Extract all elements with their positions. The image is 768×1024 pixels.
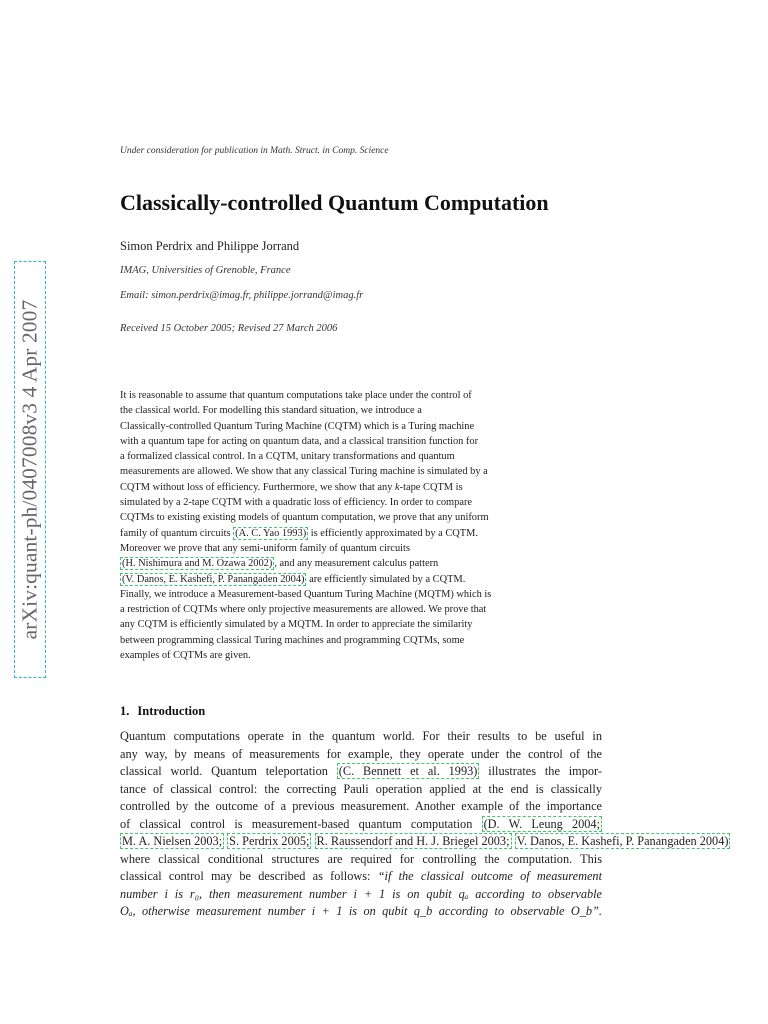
intro-text: of classical control is measurement-based quantum computation [120,816,473,831]
abstract-line: a formalized classical control. In a CQTM, unitary transformations and quantum [120,451,455,463]
abstract-text: family of quantum circuits [120,527,231,539]
section-heading [120,704,205,719]
abstract-line: between programming classical Turing machines and programming CQTMs, some [120,634,465,646]
author-email: Email: simon.perdrix@imag.fr, philippe.jorrand@imag.fr [120,290,364,301]
intro-line [120,816,602,834]
introduction-body [120,728,729,921]
citation-link-danos-2004[interactable]: V. Danos, E. Kashefi, P. Panangaden 2004) [516,834,729,848]
abstract-text: CQTM without loss of efficiency. Furthermore, we show that any [120,481,393,493]
abstract-line: Classically-controlled Quantum Turing Machine (CQTM) which is a Turing machine [120,420,475,432]
abstract-line: measurements are allowed. We show that any classical Turing machine is simulated by a [120,466,488,478]
authors: Simon Perdrix and Philippe Jorrand [120,239,300,253]
affiliation: IMAG, Universities of Grenoble, France [120,265,291,276]
citation-link-raussendorf[interactable]: R. Raussendorf and H. J. Briegel 2003; [316,834,510,848]
abstract-text: are efficiently simulated by a CQTM. [309,573,466,585]
abstract-line: It is reasonable to assume that quantum computations take place under the control of [120,390,472,401]
abstract-line: a restriction of CQTMs where only projective measurements are allowed. We prove that [120,604,487,616]
publication-note: Under consideration for publication in Math. Struct. in Comp. Science [120,146,389,156]
abstract-text: is efficiently approximated by a CQTM. [310,527,478,539]
citation-link-yao[interactable]: (A. C. Yao 1993) [235,527,307,539]
intro-line [120,763,602,781]
abstract-line: with a quantum tape for acting on quantum data, and a classical transition function for [120,435,479,447]
abstract [120,388,580,663]
intro-line: Quantum computations operate in the quantum world. For their results to be useful in [120,729,602,743]
citation-link-nielsen[interactable]: M. A. Nielsen 2003; [122,834,223,848]
received-dates: Received 15 October 2005; Revised 27 March 2006 [120,323,338,334]
section-title: Introduction [137,704,206,718]
abstract-line [120,556,580,571]
abstract-line [120,480,580,495]
citation-link-bennett[interactable]: (C. Bennett et al. 1993) [338,764,478,778]
intro-text: illustrates the impor- [488,764,602,778]
intro-line [120,868,602,886]
intro-quote-line: number i is r₀, then measurement number i + 1 is on qubit qₐ according to observable [120,886,602,901]
intro-quote-line: Oₐ, otherwise measurement number i + 1 is on qubit q_b according to observable O_b”. [120,904,602,918]
abstract-line [120,526,580,541]
citation-link-perdrix[interactable]: S. Perdrix 2005; [229,834,310,848]
abstract-line: Finally, we introduce a Measurement-based Quantum Turing Machine (MQTM) which is [120,588,492,600]
abstract-line: examples of CQTMs are given. [120,650,251,662]
intro-quote: “if the classical outcome of measurement [377,869,602,883]
intro-line [120,833,729,851]
abstract-line: the classical world. For modelling this standard situation, we introduce a [120,405,422,417]
abstract-line: CQTMs to existing existing models of quantum computation, we prove that any uniform [120,512,489,524]
abstract-line [120,572,580,587]
intro-text: classical control may be described as follows: [120,869,371,883]
intro-line: controlled by the outcome of a previous measurement. Another example of the importance [120,799,602,813]
paper-title: Classically-controlled Quantum Computation [120,190,549,215]
citation-link-nishimura[interactable]: (H. Nishimura and M. Ozawa 2002) [122,558,273,570]
citation-link-leung[interactable]: (D. W. Leung 2004; [483,816,600,831]
abstract-line: any CQTM is efficiently simulated by a MQTM. In order to appreciate the similarity [120,619,473,631]
arxiv-identifier-text: arXiv:quant-ph/0407008v3 4 Apr 2007 [17,299,42,640]
math-k: k [395,481,400,493]
abstract-line: Moreover we prove that any semi-uniform family of quantum circuits [120,542,410,554]
citation-link-danos[interactable]: (V. Danos, E. Kashefi, P. Panangaden 2004) [122,573,305,585]
section-number: 1. [120,704,130,718]
abstract-text: -tape CQTM is [399,481,463,493]
intro-line: tance of classical control: the correcting Pauli operation applied at the end is classically [120,781,602,796]
intro-text: classical world. Quantum teleportation [120,764,328,778]
intro-line: any way, by means of measurements for example, they operate under the control of the [120,746,602,761]
intro-line: where classical conditional structures are required for controlling the computation. This [120,851,602,866]
abstract-line: simulated by a 2-tape CQTM with a quadratic loss of efficiency. In order to compare [120,497,473,509]
abstract-text: , and any measurement calculus pattern [274,558,439,570]
arxiv-identifier-link[interactable] [14,261,46,678]
